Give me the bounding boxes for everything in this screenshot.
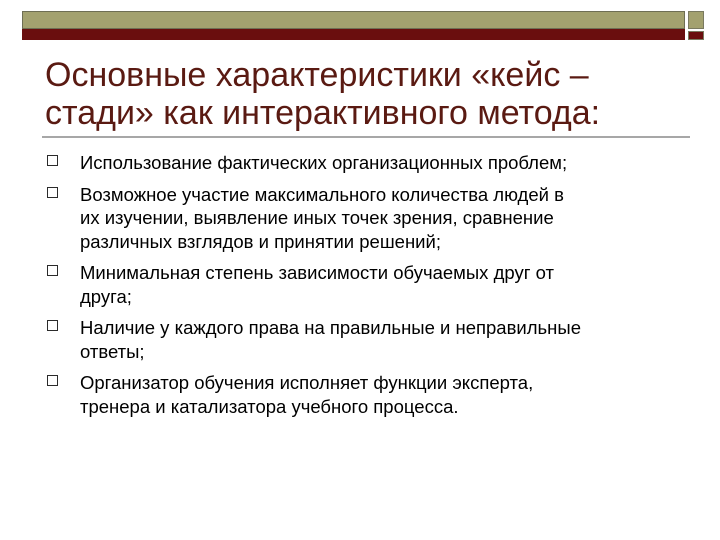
title-divider bbox=[42, 136, 690, 138]
square-bullet-icon bbox=[47, 155, 58, 166]
bullet-text: Возможное участие максимального количества людей в их изучении, выявление иных точек зрения, сравнение различных взглядов и принятии решений; bbox=[80, 183, 564, 252]
bullet-item bbox=[45, 261, 675, 308]
slide-title: Основные характеристики «кейс – стади» как интерактивного метода: bbox=[45, 56, 601, 132]
bullet-text: Использование фактических организационных проблем; bbox=[80, 152, 568, 173]
bullet-text: Минимальная степень зависимости обучаемых друг от друга; bbox=[80, 262, 554, 307]
header-corner-square-bottom bbox=[688, 31, 704, 40]
bullet-item bbox=[45, 151, 675, 175]
header-olive-bar bbox=[22, 11, 685, 29]
square-bullet-icon bbox=[47, 375, 58, 386]
header-dark-stripe bbox=[22, 29, 685, 40]
bullet-text: Наличие у каждого права на правильные и неправильные ответы; bbox=[80, 317, 581, 362]
bullet-text: Организатор обучения исполняет функции эксперта, тренера и катализатора учебного процесса. bbox=[80, 372, 534, 417]
bullet-item bbox=[45, 371, 675, 418]
bullet-item bbox=[45, 183, 675, 254]
header-corner-square-top bbox=[688, 11, 704, 29]
square-bullet-icon bbox=[47, 320, 58, 331]
bullet-item bbox=[45, 316, 675, 363]
bullet-list bbox=[45, 151, 675, 426]
square-bullet-icon bbox=[47, 187, 58, 198]
square-bullet-icon bbox=[47, 265, 58, 276]
